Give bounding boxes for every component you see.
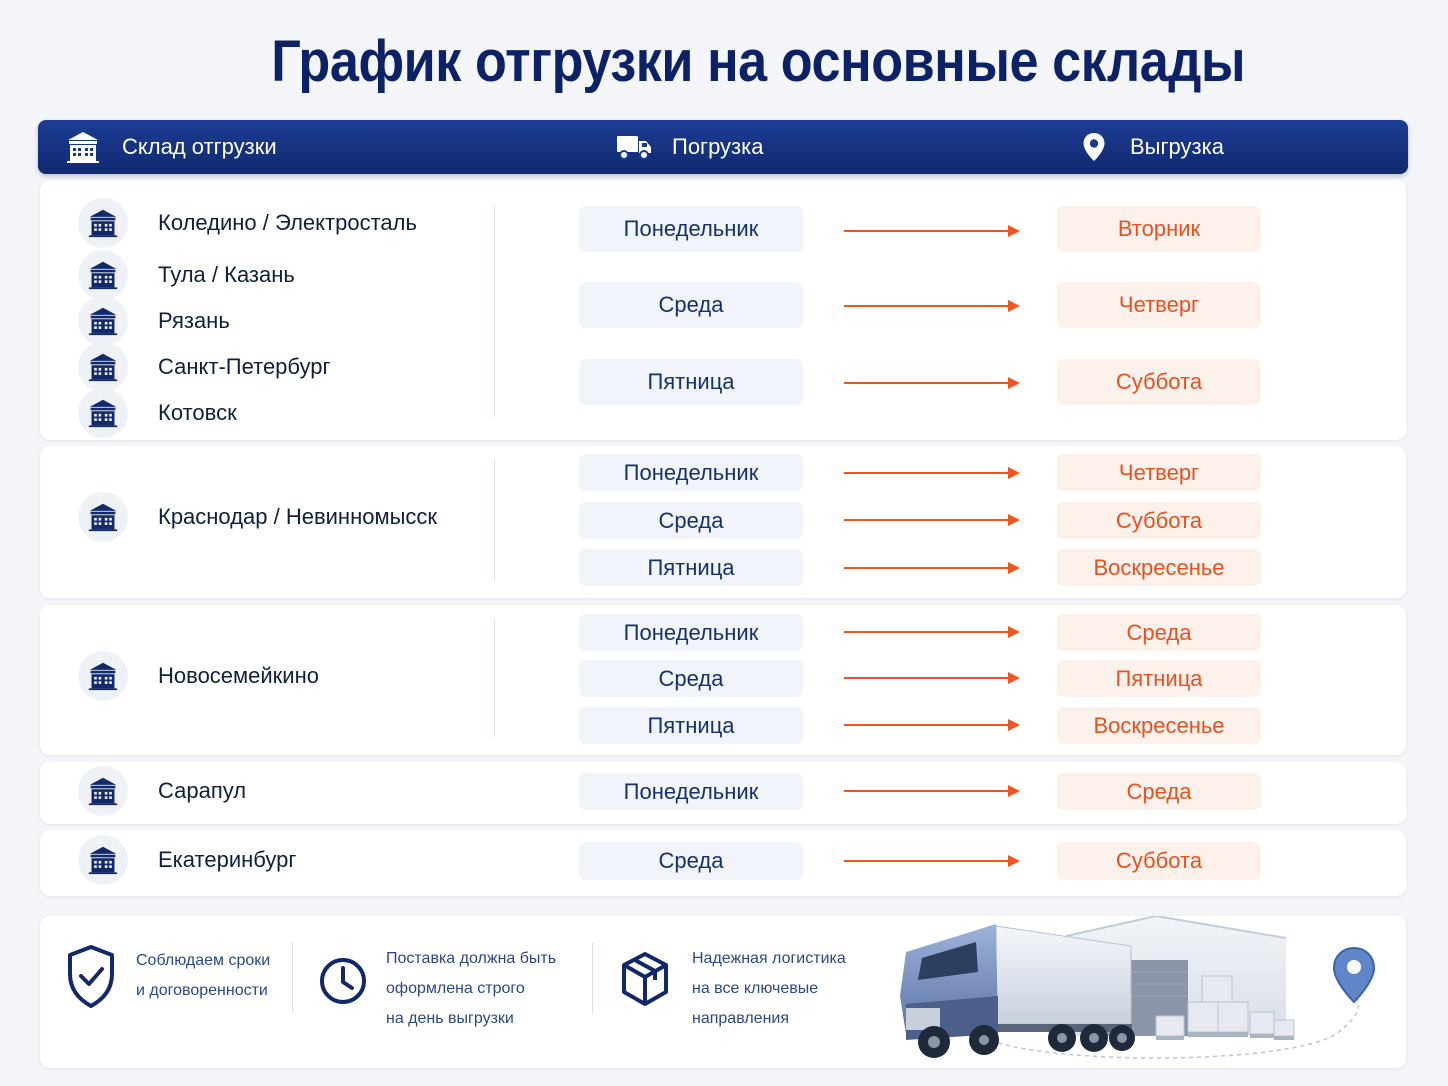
unloading-day: Суббота — [1057, 502, 1261, 539]
unloading-day: Суббота — [1057, 359, 1261, 405]
loading-day: Среда — [579, 660, 803, 697]
truck-icon — [616, 132, 652, 162]
warehouse-building-icon — [78, 342, 128, 392]
feature-text-line: и договоренности — [136, 982, 268, 999]
warehouse-name: Котовск — [158, 400, 237, 425]
loading-day: Понедельник — [579, 614, 803, 651]
shield-check-icon — [66, 944, 116, 1010]
loading-day: Понедельник — [579, 206, 803, 252]
feature-text-line: Соблюдаем сроки — [136, 952, 271, 969]
warehouse-name: Коледино / Электросталь — [158, 210, 417, 235]
arrow-right-icon — [844, 513, 1020, 527]
feature-item — [318, 944, 556, 1034]
location-pin-icon — [1082, 132, 1106, 162]
column-divider — [494, 205, 495, 417]
warehouse-name: Сарапул — [158, 778, 247, 803]
header-warehouse-label: Склад отгрузки — [122, 134, 277, 159]
warehouse-name: Тула / Казань — [158, 262, 295, 287]
warehouse-item — [78, 198, 417, 248]
feature-text-line: оформлена строго — [386, 980, 525, 997]
warehouse-item — [78, 342, 331, 392]
features-footer — [40, 916, 1406, 1068]
unloading-day: Четверг — [1057, 454, 1261, 491]
warehouse-group — [40, 446, 1406, 598]
feature-item — [620, 944, 846, 1034]
arrow-right-icon — [844, 854, 1020, 868]
warehouse-name: Екатеринбург — [158, 847, 297, 872]
arrow-right-icon — [844, 718, 1020, 732]
feature-divider — [292, 942, 293, 1014]
warehouse-item — [78, 766, 246, 816]
loading-day: Пятница — [579, 359, 803, 405]
warehouse-name: Рязань — [158, 308, 230, 333]
feature-text-line: Поставка должна быть — [386, 950, 557, 967]
unloading-day: Среда — [1057, 614, 1261, 651]
unloading-day: Четверг — [1057, 282, 1261, 328]
warehouse-item — [78, 492, 437, 542]
loading-day: Среда — [579, 282, 803, 328]
unloading-day: Пятница — [1057, 660, 1261, 697]
warehouse-building-icon — [66, 130, 100, 164]
warehouse-item — [78, 296, 230, 346]
column-divider — [494, 619, 495, 737]
clock-icon — [318, 956, 368, 1006]
arrow-right-icon — [844, 224, 1020, 238]
loading-day: Среда — [579, 842, 803, 880]
warehouse-building-icon — [78, 296, 128, 346]
arrow-right-icon — [844, 625, 1020, 639]
arrow-right-icon — [844, 376, 1020, 390]
arrow-right-icon — [844, 466, 1020, 480]
warehouse-building-icon — [78, 250, 128, 300]
warehouse-group — [40, 830, 1406, 896]
loading-day: Пятница — [579, 549, 803, 586]
unloading-day: Вторник — [1057, 206, 1261, 252]
loading-day: Понедельник — [579, 454, 803, 491]
unloading-day: Воскресенье — [1057, 707, 1261, 744]
table-header — [38, 120, 1408, 174]
feature-text-line: Надежная логистика — [692, 950, 846, 967]
header-unloading-label: Выгрузка — [1130, 134, 1224, 159]
truck-warehouse-illustration — [866, 916, 1386, 1068]
warehouse-building-icon — [78, 198, 128, 248]
warehouse-item — [78, 250, 295, 300]
loading-day: Среда — [579, 502, 803, 539]
warehouse-building-icon — [78, 835, 128, 885]
column-divider — [494, 460, 495, 580]
page-title: График отгрузки на основные склады — [271, 29, 1246, 94]
warehouse-building-icon — [78, 766, 128, 816]
warehouse-item — [78, 388, 237, 438]
arrow-right-icon — [844, 299, 1020, 313]
warehouse-building-icon — [78, 388, 128, 438]
warehouse-item — [78, 835, 296, 885]
arrow-right-icon — [844, 671, 1020, 685]
warehouse-name: Санкт-Петербург — [158, 354, 331, 379]
feature-item — [66, 944, 270, 1010]
feature-text-line: направления — [692, 1010, 789, 1027]
warehouse-building-icon — [78, 651, 128, 701]
feature-divider — [592, 942, 593, 1014]
warehouse-item — [78, 651, 319, 701]
header-warehouse — [66, 120, 277, 174]
loading-day: Понедельник — [579, 773, 803, 810]
warehouse-group — [40, 605, 1406, 755]
box-icon — [620, 950, 670, 1008]
arrow-right-icon — [844, 561, 1020, 575]
warehouse-name: Новосемейкино — [158, 663, 319, 688]
unloading-day: Среда — [1057, 773, 1261, 810]
warehouse-group — [40, 180, 1406, 440]
loading-day: Пятница — [579, 707, 803, 744]
unloading-day: Суббота — [1057, 842, 1261, 880]
feature-text-line: на день выгрузки — [386, 1010, 514, 1027]
header-loading-label: Погрузка — [672, 134, 764, 159]
warehouse-name: Краснодар / Невинномысск — [158, 504, 438, 529]
header-loading — [616, 120, 764, 174]
unloading-day: Воскресенье — [1057, 549, 1261, 586]
feature-text-line: на все ключевые — [692, 980, 819, 997]
warehouse-building-icon — [78, 492, 128, 542]
warehouse-group — [40, 762, 1406, 824]
header-unloading — [1082, 120, 1224, 174]
arrow-right-icon — [844, 784, 1020, 798]
